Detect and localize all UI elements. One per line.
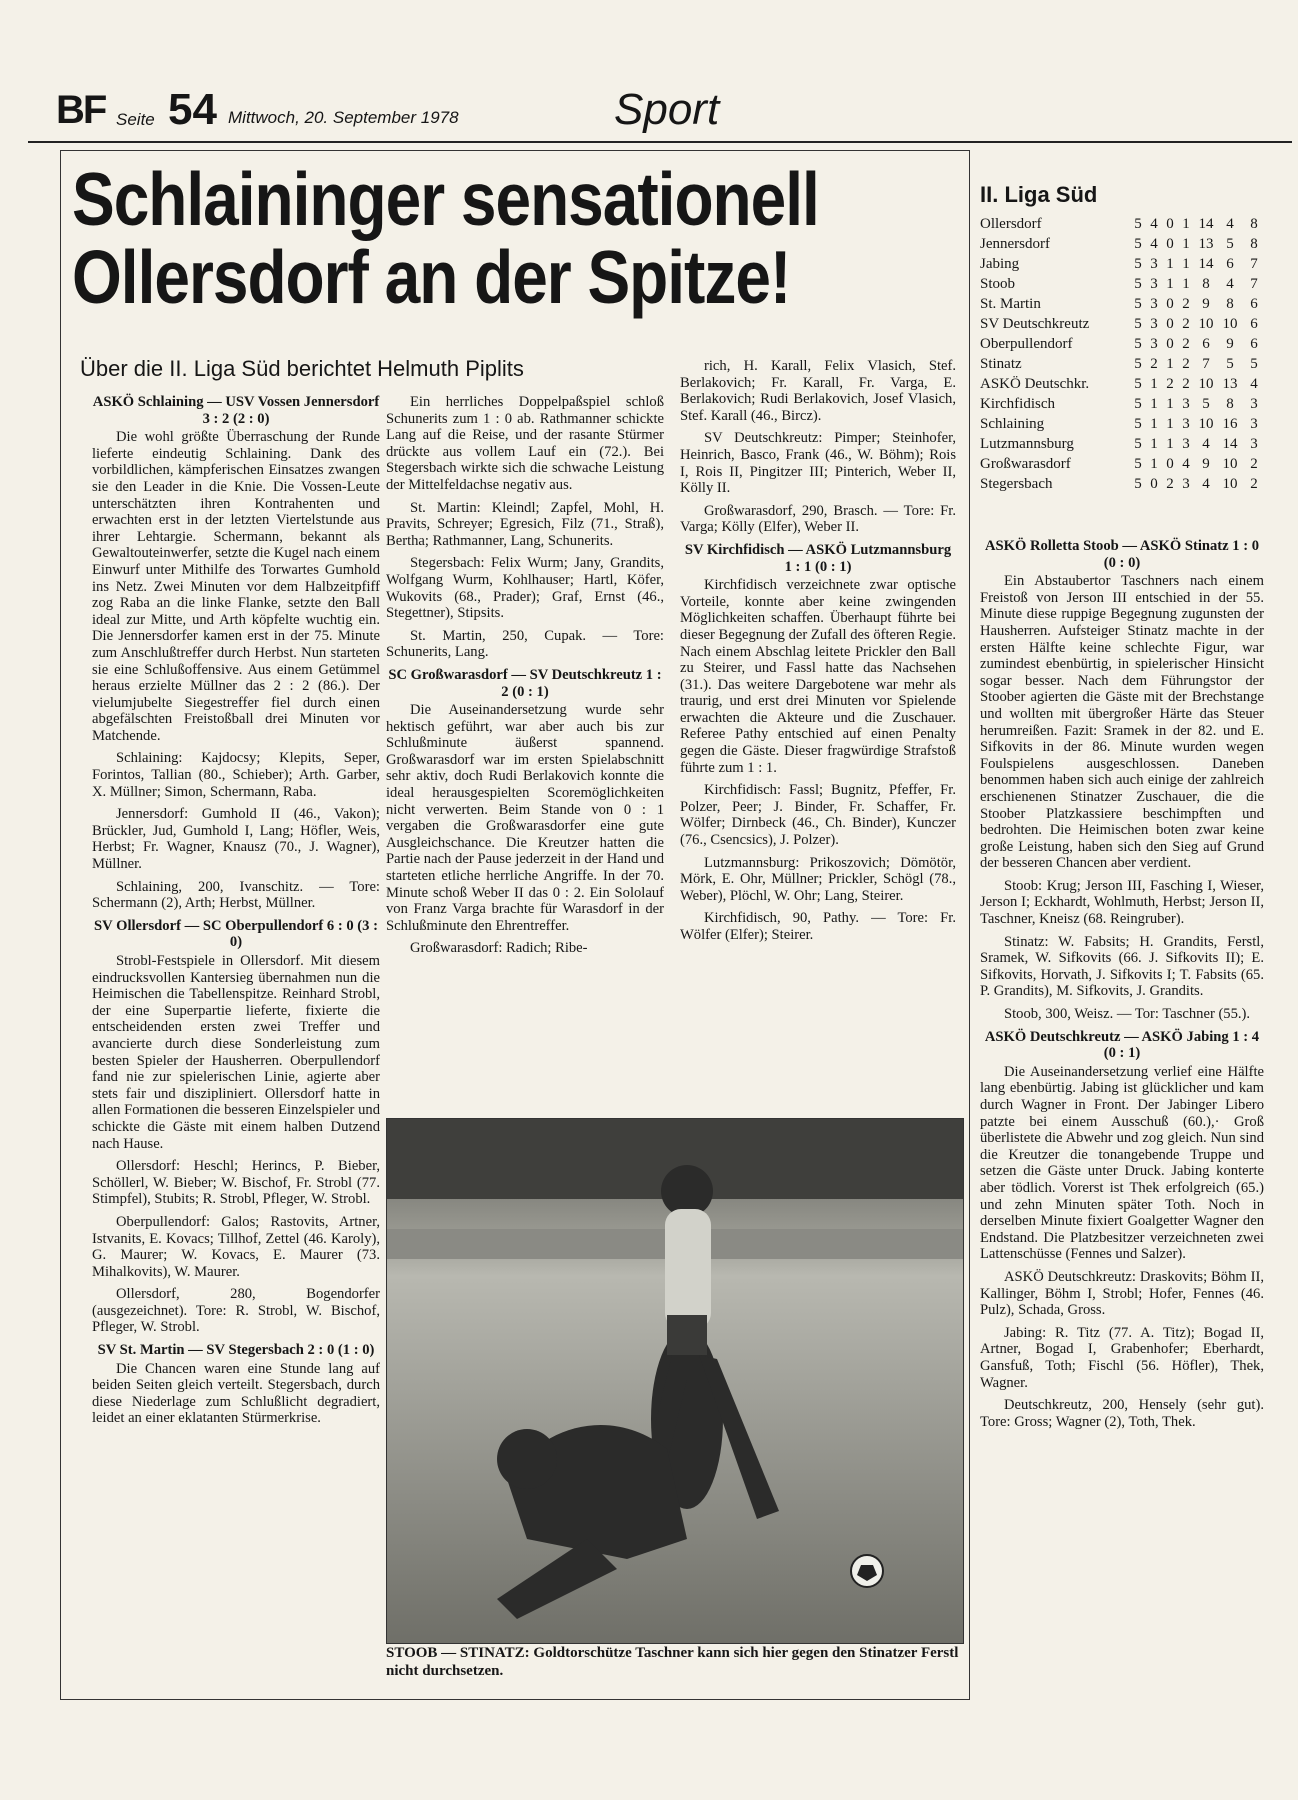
header-rule — [28, 141, 1292, 143]
masthead — [32, 85, 1294, 140]
table-cell: 5 — [1134, 416, 1142, 432]
table-cell: 1 — [1182, 216, 1190, 232]
table-cell: 10 — [1198, 316, 1214, 332]
article-paragraph: St. Martin, 250, Cupak. — Tore: Schunerits, Lang. — [386, 627, 664, 661]
table-cell: 6 — [1250, 336, 1258, 352]
table-cell: 4 — [1150, 236, 1158, 252]
table-cell: 2 — [1182, 356, 1190, 372]
table-cell: 14 — [1222, 436, 1238, 452]
table-cell: 1 — [1150, 456, 1158, 472]
article-paragraph: Ollersdorf: Heschl; Herincs, P. Bieber, Schöllerl, W. Bieber; W. Bischof, Fr. Strobl (77. Stimpfel), Stubits; R. Strobl, Pfleger, W. Strobl. — [92, 1158, 380, 1208]
table-cell: 6 — [1202, 336, 1210, 352]
table-row — [980, 234, 1266, 254]
table-cell: 5 — [1134, 256, 1142, 272]
table-cell: 6 — [1250, 296, 1258, 312]
match-heading: SV Kirchfidisch — ASKÖ Lutzmannsburg 1 : 1 (0 : 1) — [684, 541, 952, 575]
article-column-4 — [980, 538, 1264, 1436]
headline — [72, 156, 962, 320]
article-paragraph: Kirchfidisch: Fassl; Bugnitz, Pfeffer, Fr. Polzer, Peer; J. Binder, Fr. Schaffer, Fr. Wölfer; Dirnbeck (46., Ch. Binder), Kunczer (76., Csencsics), J. Polzer). — [680, 782, 956, 849]
article-column-1 — [92, 394, 380, 1433]
table-cell: 16 — [1222, 416, 1238, 432]
team-name: St. Martin — [980, 296, 1041, 312]
league-table-rows — [980, 214, 1266, 494]
article-paragraph: Schlaining, 200, Ivanschitz. — Tore: Schermann (2), Arth; Herbst, Müllner. — [92, 878, 380, 912]
team-name: Schlaining — [980, 416, 1045, 432]
table-cell: 0 — [1166, 236, 1174, 252]
table-cell: 1 — [1166, 396, 1174, 412]
match-photo — [386, 1118, 964, 1644]
table-cell: 1 — [1182, 236, 1190, 252]
match-heading: ASKÖ Schlaining — USV Vossen Jennersdorf 3 : 2 (2 : 0) — [92, 394, 380, 427]
team-name: Stinatz — [980, 356, 1022, 372]
section-title: Sport — [614, 85, 720, 134]
table-row — [980, 214, 1266, 234]
table-cell: 8 — [1250, 216, 1258, 232]
table-cell: 3 — [1182, 436, 1190, 452]
issue-date: Mittwoch, 20. September 1978 — [228, 108, 459, 127]
table-cell: 5 — [1134, 336, 1142, 352]
article-paragraph: Lutzmannsburg: Prikoszovich; Dömötör, Mörk, E. Ohr, Müllner; Prickler, Schögl (78., Weber), Plöchl, W. Ohr; Lang, Steirer. — [680, 854, 956, 904]
article-paragraph: Oberpullendorf: Galos; Rastovits, Artner, Istvanits, E. Kovacs; Tillhof, Zettel (46. Karoly), G. Maurer; W. Kovacs, E. Maurer (73. Mihalkovits), W. Maurer. — [92, 1213, 380, 1280]
team-name: Großwarasdorf — [980, 456, 1071, 472]
photo-caption: STOOB — STINATZ: Goldtorschütze Taschner kann sich hier gegen den Stinatzer Ferstl nicht durchsetzen. — [386, 1645, 959, 1679]
article-paragraph: Die wohl größte Überraschung der Runde lieferte eindeutig Schlaining. Dank des vorbildlichen, kämpferischen Einsatzes zwangen sie den Leader in die Knie. Die Vossen-Leute unterschätzten ihren Kontrahenten und erwachten erst in der letzten Viertelstunde aus ihrer Lehtargie. Schermann, bekannt als Gewaltouteinwerfer, setzte die Kugel nach einem Einwurf unter Mithilfe des Torwartes Gumhold ins Netz. Zwei Minuten vor dem Halbzeitpfiff zog Raba an die linke Flanke, setzte den Ball ideal zur Mitte, und Arth köpfelte wuchtig ein. Die Jennersdorfer kamen erst in der 75. Minute zum Anschlußtreffer durch Herbst. Nun starteten sie eine Schlußoffensive. Aus einem Getümmel heraus erzielte Müllner das 2 : 2 (86.). Der vielumjubelte Siegestreffer fiel durch einen abgefälschten Freistoßball drei Minuten vor Matchende. — [92, 429, 380, 744]
article-paragraph: rich, H. Karall, Felix Vlasich, Stef. Berlakovich; Fr. Karall, Fr. Varga, E. Berlakovich; Rudi Berlakovich, Josef Vlasich, Stef. Karall (46., Bircz). — [680, 358, 956, 424]
article-paragraph: Schlaining: Kajdocsy; Klepits, Seper, Forintos, Tallian (80., Schieber); Arth. Garber, X. Müllner; Simon, Schermann, Raba. — [92, 750, 380, 800]
article-paragraph: Stinatz: W. Fabsits; H. Grandits, Ferstl, Sramek, W. Sifkovits (66. J. Sifkovits II); E. Sifkovits, Horvath, J. Sifkovits I; T. Fabsits (65. P. Grandits), M. Sifkovits, J. Grandits. — [980, 933, 1264, 1000]
table-cell: 13 — [1198, 236, 1214, 252]
table-cell: 7 — [1250, 256, 1258, 272]
football-photo-image — [387, 1119, 963, 1643]
table-cell: 8 — [1226, 396, 1234, 412]
article-paragraph: St. Martin: Kleindl; Zapfel, Mohl, H. Pravits, Schreyer; Egresich, Filz (71., Straß), Bertha; Rathmanner, Lang, Schunerits. — [386, 499, 664, 549]
table-cell: 0 — [1166, 316, 1174, 332]
table-row — [980, 374, 1266, 394]
article-paragraph: ASKÖ Deutschkreutz: Draskovits; Böhm II, Kallinger, Böhm I, Strobl; Hofer, Fennes (46. Pulz), Schada, Gross. — [980, 1268, 1264, 1319]
table-cell: 4 — [1182, 456, 1190, 472]
table-cell: 4 — [1202, 476, 1210, 492]
article-paragraph: Stegersbach: Felix Wurm; Jany, Grandits, Wolfgang Wurm, Kohlhauser; Hartl, Köfer, Wukovits (68., Prader); Graf, Ernst (46., Stegettner), Stipsits. — [386, 555, 664, 622]
article-paragraph: Ollersdorf, 280, Bogendorfer (ausgezeichnet). Tore: R. Strobl, W. Bischof, Pfleger, W. Strobl. — [92, 1286, 380, 1336]
article-paragraph: Kirchfidisch verzeichnete zwar optische Vorteile, konnte aber keine zwingenden Möglichkeiten schaffen. Überhaupt führte bei dieser Begegnung der Zufall des öfteren Regie. Nach einem Abschlag leitete Prickler den Ball zu Steirer, und Fassl hatte das Nachsehen (31.). Das weitere Dargebotene war mehr als traurig, und erst drei Minuten vor Spielende erwachten die Akteure und die Zuschauer. Referee Pathy entschied auf einen Penalty gegen die Gäste. Dieser fragwürdige Strafstoß führte zum 1 : 1. — [680, 577, 956, 776]
table-cell: 4 — [1250, 376, 1258, 392]
table-cell: 3 — [1150, 276, 1158, 292]
table-cell: 8 — [1250, 236, 1258, 252]
table-cell: 7 — [1202, 356, 1210, 372]
table-row — [980, 394, 1266, 414]
table-row — [980, 254, 1266, 274]
table-cell: 0 — [1150, 476, 1158, 492]
table-cell: 1 — [1150, 376, 1158, 392]
article-paragraph: Ein herrliches Doppelpaßspiel schloß Schunerits zum 1 : 0 ab. Rathmanner schickte Lang auf die Reise, und der rasante Stürmer drückte aus vollem Lauf ein (72.). Bei Stegersbach wirkte sich die schwache Leistung der Mittelfeldachse negativ aus. — [386, 394, 664, 493]
table-cell: 0 — [1166, 216, 1174, 232]
table-cell: 5 — [1134, 316, 1142, 332]
table-cell: 10 — [1222, 316, 1238, 332]
table-cell: 1 — [1182, 276, 1190, 292]
table-cell: 1 — [1182, 256, 1190, 272]
table-cell: 4 — [1150, 216, 1158, 232]
article-paragraph: Die Chancen waren eine Stunde lang auf beiden Seiten gleich verteilt. Stegersbach, durch diese Niederlage zum Schlußlicht degradiert, leidet an einer eklatanten Stürmerkrise. — [92, 1360, 380, 1427]
team-name: SV Deutschkreutz — [980, 316, 1090, 332]
table-cell: 14 — [1198, 216, 1214, 232]
table-cell: 5 — [1134, 436, 1142, 452]
table-cell: 2 — [1182, 316, 1190, 332]
table-row — [980, 314, 1266, 334]
team-name: Jennersdorf — [980, 236, 1050, 252]
match-heading: ASKÖ Rolletta Stoob — ASKÖ Stinatz 1 : 0 (0 : 0) — [984, 538, 1260, 571]
table-cell: 4 — [1226, 216, 1234, 232]
article-paragraph: SV Deutschkreutz: Pimper; Steinhofer, Heinrich, Basco, Frank (46., W. Böhm); Rois I, Rois II, Pingitzer III; Pinterich, Weber II, Kölly II. — [680, 430, 956, 497]
table-cell: 6 — [1226, 256, 1234, 272]
byline: Über die II. Liga Süd berichtet Helmuth Piplits — [80, 356, 524, 381]
table-cell: 8 — [1226, 296, 1234, 312]
table-cell: 5 — [1134, 456, 1142, 472]
table-cell: 0 — [1166, 336, 1174, 352]
headline-line-2: Ollersdorf an der Spitze! — [72, 234, 791, 320]
article-paragraph: Deutschkreutz, 200, Hensely (sehr gut). Tore: Gross; Wagner (2), Toth, Thek. — [980, 1397, 1264, 1430]
table-cell: 5 — [1134, 376, 1142, 392]
table-cell: 5 — [1134, 356, 1142, 372]
table-cell: 2 — [1166, 376, 1174, 392]
article-paragraph: Großwarasdorf: Radich; Ribe- — [410, 940, 588, 957]
table-row — [980, 454, 1266, 474]
table-cell: 0 — [1166, 456, 1174, 472]
table-cell: 9 — [1202, 296, 1210, 312]
table-cell: 5 — [1134, 276, 1142, 292]
table-cell: 1 — [1166, 276, 1174, 292]
table-cell: 3 — [1150, 296, 1158, 312]
article-paragraph: Jabing: R. Titz (77. A. Titz); Bogad II, Artner, Bogad I, Grabenhofer; Eberhardt, Gansfuß, Toth; Fischl (56. Höfler), Thek, Wagner. — [980, 1324, 1264, 1391]
table-cell: 14 — [1198, 256, 1214, 272]
table-cell: 10 — [1198, 376, 1214, 392]
table-cell: 9 — [1226, 336, 1234, 352]
table-cell: 9 — [1202, 456, 1210, 472]
league-table-title: II. Liga Süd — [980, 182, 1098, 207]
table-cell: 3 — [1250, 436, 1258, 452]
table-cell: 13 — [1222, 376, 1238, 392]
match-heading: SV Ollersdorf — SC Oberpullendorf 6 : 0 (3 : 0) — [94, 917, 378, 951]
table-cell: 3 — [1182, 416, 1190, 432]
article-paragraph: Jennersdorf: Gumhold II (46., Vakon); Brückler, Jud, Gumhold I, Lang; Höfler, Weis, Herbst; Fr. Wagner, Knausz (70., J. Wagner), Müllner. — [92, 806, 380, 873]
table-cell: 5 — [1226, 236, 1234, 252]
table-cell: 5 — [1250, 356, 1258, 372]
table-cell: 2 — [1182, 296, 1190, 312]
table-cell: 7 — [1250, 276, 1258, 292]
table-cell: 10 — [1222, 476, 1238, 492]
table-row — [980, 414, 1266, 434]
headline-line-1: Schlaininger sensationell — [72, 156, 819, 242]
article-paragraph: Großwarasdorf, 290, Brasch. — Tore: Fr. Varga; Kölly (Elfer), Weber II. — [680, 502, 956, 536]
newspaper-logo: BF — [56, 88, 106, 132]
team-name: Kirchfidisch — [980, 396, 1055, 412]
table-cell: 1 — [1166, 436, 1174, 452]
table-cell: 3 — [1182, 476, 1190, 492]
table-cell: 8 — [1202, 276, 1210, 292]
table-cell: 2 — [1182, 376, 1190, 392]
table-cell: 3 — [1250, 396, 1258, 412]
table-cell: 4 — [1226, 276, 1234, 292]
table-cell: 3 — [1150, 336, 1158, 352]
table-cell: 10 — [1222, 456, 1238, 472]
table-cell: 2 — [1166, 476, 1174, 492]
table-cell: 3 — [1250, 416, 1258, 432]
table-cell: 5 — [1134, 236, 1142, 252]
table-cell: 5 — [1134, 476, 1142, 492]
article-paragraph: Die Auseinandersetzung verlief eine Hälfte lang ebenbürtig. Jabing ist glücklicher und kam durch Wagner in Front. Der Jabinger Libero patzte bei einem Ausschuß (60.),· Groß überlistete die Abwehr und zog gleich. Nun sind die Kreutzer die tonangebende Truppe und setzen die Gäste unter Druck. Jabing konterte aber tödlich. Vorerst ist Thek erfolgreich (65.) und zehn Minuten später Toth. Noch in derselben Minute fixiert Goalgetter Wagner den Endstand. Die Platzbesitzer verzeichneten zwei Lattenschüsse (Fennes und Salzer). — [980, 1063, 1264, 1263]
table-cell: 2 — [1250, 476, 1258, 492]
table-cell: 1 — [1166, 256, 1174, 272]
table-row — [980, 274, 1266, 294]
team-name: Lutzmannsburg — [980, 436, 1074, 452]
team-name: Stegersbach — [980, 476, 1053, 492]
table-cell: 1 — [1166, 416, 1174, 432]
table-row — [980, 354, 1266, 374]
table-cell: 5 — [1134, 296, 1142, 312]
table-cell: 1 — [1150, 396, 1158, 412]
article-paragraph: Stoob: Krug; Jerson III, Fasching I, Wieser, Jerson I; Eckhardt, Wohlmuth, Herbst; Jerson II, Taschner, Kneisz (68. Reingruber). — [980, 877, 1264, 928]
table-cell: 2 — [1182, 336, 1190, 352]
team-name: Oberpullendorf — [980, 336, 1073, 352]
table-cell: 10 — [1198, 416, 1214, 432]
team-name: ASKÖ Deutschkr. — [980, 376, 1090, 392]
article-paragraph: Stoob, 300, Weisz. — Tor: Taschner (55.). — [1004, 1006, 1251, 1023]
article-column-2 — [386, 394, 664, 963]
table-cell: 4 — [1202, 436, 1210, 452]
team-name: Ollersdorf — [980, 216, 1042, 232]
table-cell: 3 — [1150, 256, 1158, 272]
team-name: Jabing — [980, 256, 1020, 272]
table-cell: 2 — [1150, 356, 1158, 372]
table-cell: 5 — [1134, 216, 1142, 232]
table-cell: 6 — [1250, 316, 1258, 332]
league-table — [980, 182, 1266, 494]
article-paragraph: Ein Abstaubertor Taschners nach einem Freistoß von Jerson III entschied in der 55. Minute diese ruppige Begegnung zugunsten der Hausherren. Aufsteiger Stinatz machte in der ersten Hälfte keine schlechte Figur, war zumindest ebenbürtig, in spielerischer Hinsicht sogar besser. Nach dem Führungstor der Stoober agierten die Gäste mit der Brechstange und wollten mit übergroßer Härte das Steuer herumreißen. Fazit: Sramek in der 82. und E. Sifkovits in der 86. Minute wurden wegen Foulspielens ausgeschlossen. Daneben benommen haben sich auch einige der zahlreich erschienenen Stinatzer Zuschauer, die die Stoober Platzkassiere beschimpften und bedrohten. Die Heimischen boten zwar keine große Leistung, haben sich den Sieg auf Grund der besseren Chancen aber verdient. — [980, 573, 1264, 872]
table-cell: 5 — [1134, 396, 1142, 412]
match-heading: SC Großwarasdorf — SV Deutschkreutz 1 : 2 (0 : 1) — [388, 666, 662, 700]
article-paragraph: Die Auseinandersetzung wurde sehr hektisch geführt, war aber auch bis zur Schlußminute äußerst spannend. Großwarasdorf war im ersten Spielabschnitt sehr aktiv, doch Rudi Berlakovich konnte die ideal herausgespielten Scoremöglichkeiten nicht verwerten. Beim Stande von 0 : 1 vergaben die Großwarasdorfer eine gute Ausgleichschance. Die Kreutzer hatten die Partie nach der Pause jederzeit in der Hand und starteten etliche herrliche Angriffe. In der 70. Minute schoß Weber II das 0 : 2. Ein Sololauf von Franz Varga brachte für Warasdorf in der Schlußminute den Ehrentreffer. — [386, 702, 664, 934]
table-cell: 1 — [1150, 416, 1158, 432]
table-cell: 0 — [1166, 296, 1174, 312]
table-cell: 5 — [1226, 356, 1234, 372]
table-cell: 5 — [1202, 396, 1210, 412]
page-number: 54 — [168, 85, 217, 134]
table-cell: 3 — [1182, 396, 1190, 412]
page-label: Seite — [116, 110, 155, 129]
table-row — [980, 334, 1266, 354]
match-heading: SV St. Martin — SV Stegersbach 2 : 0 (1 : 0) — [97, 1342, 375, 1359]
team-name: Stoob — [980, 276, 1016, 292]
table-row — [980, 294, 1266, 314]
article-paragraph: Kirchfidisch, 90, Pathy. — Tore: Fr. Wölfer (Elfer); Steirer. — [680, 910, 956, 943]
article-column-3 — [680, 358, 956, 950]
table-cell: 2 — [1250, 456, 1258, 472]
table-cell: 1 — [1166, 356, 1174, 372]
match-heading: ASKÖ Deutschkreutz — ASKÖ Jabing 1 : 4 (0 : 1) — [984, 1028, 1260, 1062]
table-cell: 1 — [1150, 436, 1158, 452]
article-paragraph: Strobl-Festspiele in Ollersdorf. Mit diesem eindrucksvollen Kantersieg übernahmen nun die Heimischen die Tabellenspitze. Reinhard Strobl, der eine Superpartie lieferte, fixierte die entscheidenden ersten zwei Treffer und avancierte durch diese Sonderleistung zum besten Spieler der Hausherren. Oberpullendorf fand nie zur spielerischen Linie, agierte aber stets fair und diszipliniert. Ollersdorf hatte in allen Formationen die besseren Einzelspieler und schickte die Gäste mit einem halben Dutzend nach Hause. — [92, 953, 380, 1152]
table-row — [980, 474, 1266, 494]
table-cell: 3 — [1150, 316, 1158, 332]
table-row — [980, 434, 1266, 454]
